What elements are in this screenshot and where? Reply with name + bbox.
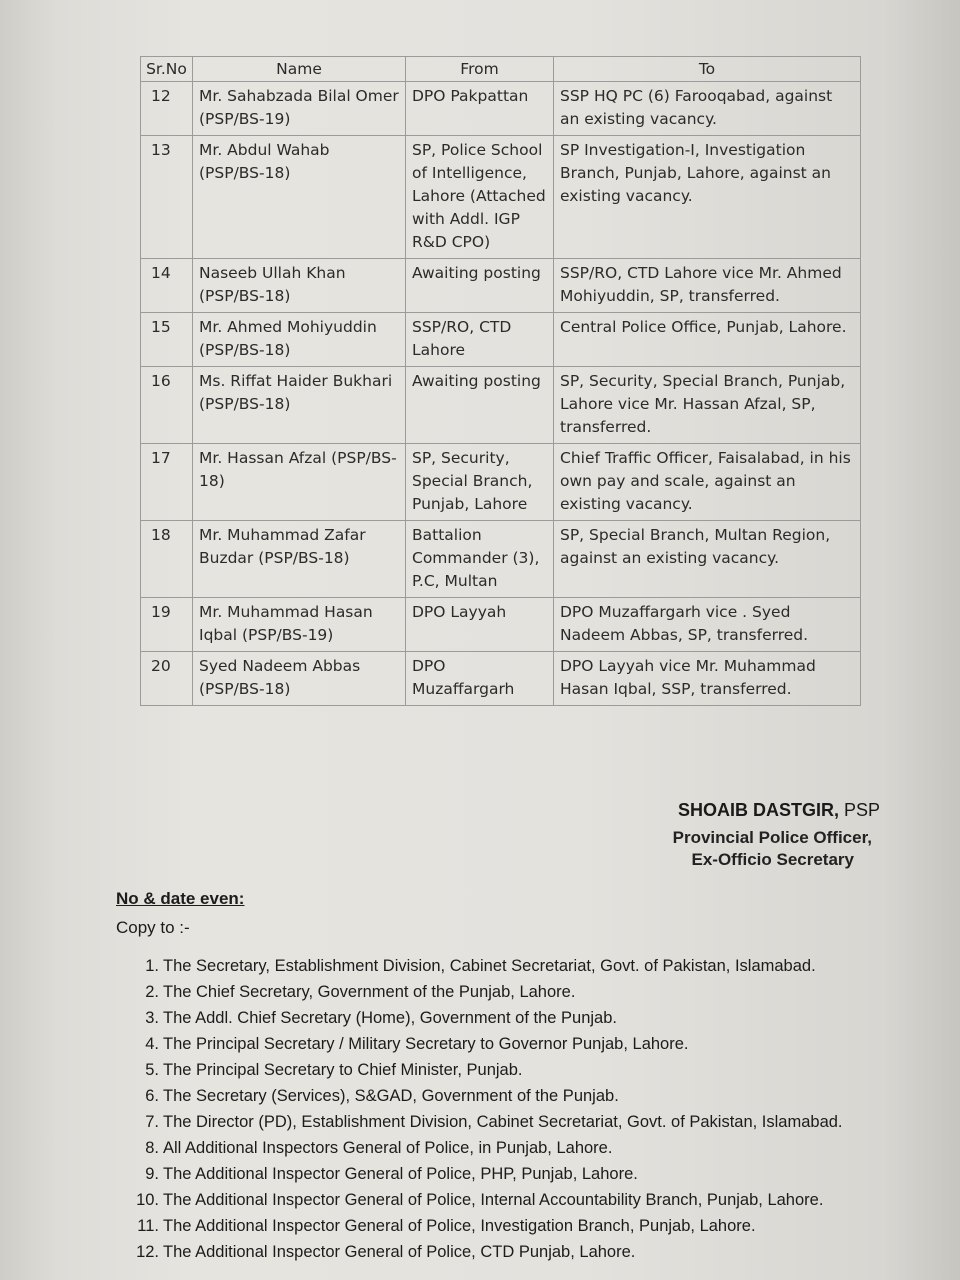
header-from: From <box>406 57 554 82</box>
list-item <box>125 1213 905 1239</box>
list-item-text: The Additional Inspector General of Police, Internal Accountability Branch, Punjab, Lahore. <box>163 1191 824 1209</box>
table-row <box>141 136 861 259</box>
cell-to: SP, Security, Special Branch, Punjab, Lahore vice Mr. Hassan Afzal, SP, transferred. <box>554 367 861 444</box>
list-item <box>125 979 905 1005</box>
header-sr-no: Sr.No <box>141 57 193 82</box>
cell-to: Chief Traffic Officer, Faisalabad, in his own pay and scale, against an existing vacancy. <box>554 444 861 521</box>
cell-sr-no: 18 <box>141 521 193 598</box>
table-header-row <box>141 57 861 82</box>
header-to: To <box>554 57 861 82</box>
list-item-number: 4. <box>145 1035 159 1053</box>
copy-distribution-list <box>125 953 905 1265</box>
transfer-posting-table-container <box>140 56 860 706</box>
cell-to: DPO Muzaffargarh vice . Syed Nadeem Abbas, SP, transferred. <box>554 598 861 652</box>
list-item <box>125 1031 905 1057</box>
list-item-text: The Secretary, Establishment Division, Cabinet Secretariat, Govt. of Pakistan, Islamabad. <box>163 957 816 975</box>
cell-name: Ms. Riffat Haider Bukhari (PSP/BS-18) <box>193 367 406 444</box>
cell-to: SP Investigation-I, Investigation Branch, Punjab, Lahore, against an existing vacancy. <box>554 136 861 259</box>
table-row <box>141 521 861 598</box>
cell-from: DPO Layyah <box>406 598 554 652</box>
list-item-number: 10. <box>136 1191 159 1209</box>
cell-from: SP, Police School of Intelligence, Lahore (Attached with Addl. IGP R&D CPO) <box>406 136 554 259</box>
cell-from: DPO Muzaffargarh <box>406 652 554 706</box>
table-row <box>141 259 861 313</box>
table-row <box>141 313 861 367</box>
cell-sr-no: 19 <box>141 598 193 652</box>
table-row <box>141 82 861 136</box>
list-item-text: All Additional Inspectors General of Police, in Punjab, Lahore. <box>163 1139 613 1157</box>
cell-from: DPO Pakpattan <box>406 82 554 136</box>
header-name: Name <box>193 57 406 82</box>
list-item-text: The Addl. Chief Secretary (Home), Government of the Punjab. <box>163 1009 617 1027</box>
list-item <box>125 1083 905 1109</box>
list-item-text: The Additional Inspector General of Police, CTD Punjab, Lahore. <box>163 1243 636 1261</box>
cell-name: Mr. Muhammad Zafar Buzdar (PSP/BS-18) <box>193 521 406 598</box>
list-item-text: The Chief Secretary, Government of the Punjab, Lahore. <box>163 983 576 1001</box>
cell-from: Awaiting posting <box>406 367 554 444</box>
list-item <box>125 1135 905 1161</box>
copy-to-label: Copy to :- <box>116 918 190 937</box>
list-item-number: 7. <box>145 1113 159 1131</box>
cell-sr-no: 20 <box>141 652 193 706</box>
list-item <box>125 1239 905 1265</box>
list-item-text: The Director (PD), Establishment Division, Cabinet Secretariat, Govt. of Pakistan, Islamabad. <box>163 1113 843 1131</box>
cell-from: Battalion Commander (3), P.C, Multan <box>406 521 554 598</box>
table-row <box>141 444 861 521</box>
list-item-number: 8. <box>145 1139 159 1157</box>
cell-name: Naseeb Ullah Khan (PSP/BS-18) <box>193 259 406 313</box>
list-item-number: 1. <box>145 957 159 975</box>
transfer-posting-table <box>140 56 861 706</box>
signatory-title: Provincial Police Officer, <box>672 828 872 847</box>
cell-sr-no: 12 <box>141 82 193 136</box>
cell-name: Mr. Ahmed Mohiyuddin (PSP/BS-18) <box>193 313 406 367</box>
list-item <box>125 953 905 979</box>
list-item-number: 9. <box>145 1165 159 1183</box>
table-row <box>141 367 861 444</box>
list-item <box>125 1057 905 1083</box>
cell-to: Central Police Office, Punjab, Lahore. <box>554 313 861 367</box>
cell-name: Syed Nadeem Abbas (PSP/BS-18) <box>193 652 406 706</box>
list-item-text: The Principal Secretary / Military Secretary to Governor Punjab, Lahore. <box>163 1035 689 1053</box>
cell-name: Mr. Sahabzada Bilal Omer (PSP/BS-19) <box>193 82 406 136</box>
cell-sr-no: 13 <box>141 136 193 259</box>
signatory-suffix: PSP <box>838 800 880 820</box>
cell-sr-no: 16 <box>141 367 193 444</box>
list-item-text: The Additional Inspector General of Police, Investigation Branch, Punjab, Lahore. <box>163 1217 756 1235</box>
no-and-date-heading: No & date even: <box>116 889 245 908</box>
list-item <box>125 1161 905 1187</box>
list-item <box>125 1005 905 1031</box>
list-item <box>125 1187 905 1213</box>
cell-to: SSP HQ PC (6) Farooqabad, against an existing vacancy. <box>554 82 861 136</box>
cell-name: Mr. Muhammad Hasan Iqbal (PSP/BS-19) <box>193 598 406 652</box>
table-row <box>141 598 861 652</box>
list-item-text: The Additional Inspector General of Police, PHP, Punjab, Lahore. <box>163 1165 638 1183</box>
list-item-number: 5. <box>145 1061 159 1079</box>
cell-from: SSP/RO, CTD Lahore <box>406 313 554 367</box>
signatory-name <box>600 800 880 821</box>
list-item-number: 11. <box>137 1217 159 1235</box>
list-item <box>125 1109 905 1135</box>
signature-block <box>600 800 880 871</box>
cell-sr-no: 17 <box>141 444 193 521</box>
cell-sr-no: 14 <box>141 259 193 313</box>
cell-from: Awaiting posting <box>406 259 554 313</box>
list-item-text: The Secretary (Services), S&GAD, Government of the Punjab. <box>163 1087 619 1105</box>
list-item-number: 2. <box>145 983 159 1001</box>
cell-from: SP, Security, Special Branch, Punjab, Lahore <box>406 444 554 521</box>
cell-name: Mr. Abdul Wahab (PSP/BS-18) <box>193 136 406 259</box>
list-item-number: 3. <box>145 1009 159 1027</box>
signatory-title-2: Ex-Officio Secretary <box>691 850 854 869</box>
list-item-number: 6. <box>145 1087 159 1105</box>
signatory-name-text: SHOAIB DASTGIR, <box>677 800 839 820</box>
list-item-number: 12. <box>136 1243 159 1261</box>
cell-sr-no: 15 <box>141 313 193 367</box>
cell-name: Mr. Hassan Afzal (PSP/BS-18) <box>193 444 406 521</box>
table-row <box>141 652 861 706</box>
cell-to: SSP/RO, CTD Lahore vice Mr. Ahmed Mohiyuddin, SP, transferred. <box>554 259 861 313</box>
list-item-text: The Principal Secretary to Chief Minister, Punjab. <box>163 1061 523 1079</box>
cell-to: DPO Layyah vice Mr. Muhammad Hasan Iqbal, SSP, transferred. <box>554 652 861 706</box>
cell-to: SP, Special Branch, Multan Region, against an existing vacancy. <box>554 521 861 598</box>
